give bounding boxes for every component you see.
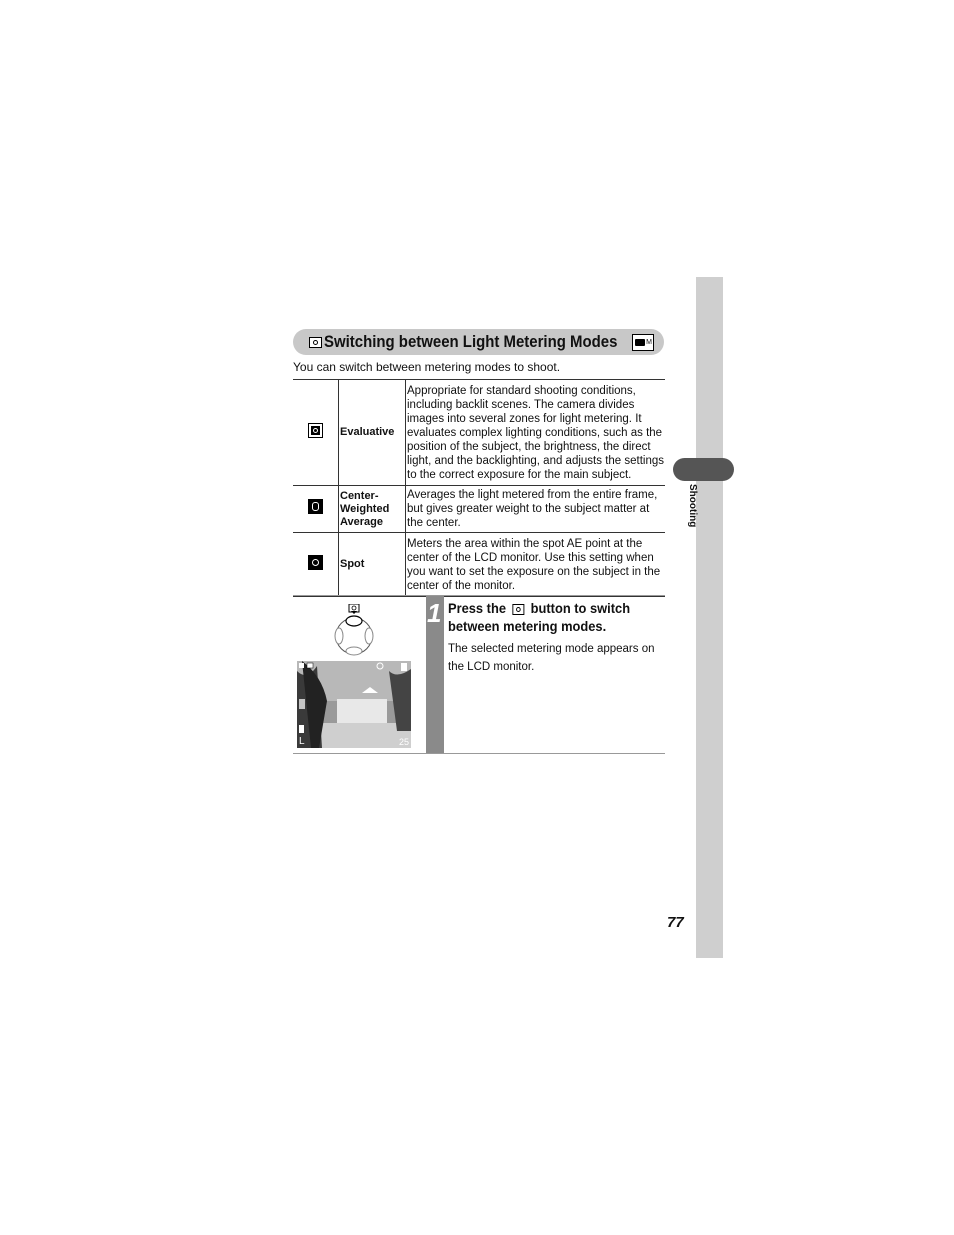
mode-name: Evaluative xyxy=(339,380,406,486)
center-weighted-metering-icon xyxy=(308,499,323,514)
page-number: 77 xyxy=(667,914,684,931)
spot-metering-icon xyxy=(308,555,323,570)
evaluative-metering-icon xyxy=(308,423,323,438)
section-title-bar xyxy=(293,329,664,355)
table-row xyxy=(293,380,665,486)
step-1 xyxy=(293,595,665,754)
section-intro: You can switch between metering modes to shoot. xyxy=(293,360,561,374)
chapter-tab xyxy=(673,458,734,481)
control-dial-illustration xyxy=(332,604,376,656)
step-heading: Press the button to switch between metering modes. xyxy=(448,600,631,634)
metering-button-icon xyxy=(512,604,524,615)
side-strip xyxy=(696,277,723,958)
chapter-label: Shooting xyxy=(687,484,698,528)
shots-remaining-readout: 25 xyxy=(398,737,409,747)
mode-description: Appropriate for standard shooting conditions, including backlit scenes. The camera divides images into several zones for light metering. It evaluates complex lighting conditions, such as the position of the subject, the brightness, the direct light, and the backlighting, and adjusts the settings to the correct exposure for the main subject. xyxy=(406,380,666,486)
step-number: 1 xyxy=(427,598,442,628)
section-title: Switching between Light Metering Modes xyxy=(324,332,618,351)
metering-modes-table xyxy=(293,379,665,597)
metering-icon xyxy=(309,337,322,348)
camera-mode-icon xyxy=(632,334,654,351)
mode-name: Center- Weighted Average xyxy=(339,486,406,533)
mode-description: Meters the area within the spot AE point at the center of the LCD monitor. Use this setting when you want to set the exposure on the subject in the center of the monitor. xyxy=(406,533,666,597)
step-body: The selected metering mode appears on the LCD monitor. xyxy=(448,643,655,673)
beach-scene-image xyxy=(297,661,411,748)
lcd-monitor-preview xyxy=(297,661,411,748)
mode-name: Spot xyxy=(339,533,406,597)
resolution-readout: L xyxy=(299,736,305,747)
table-row xyxy=(293,533,665,597)
table-row xyxy=(293,486,665,533)
mode-description: Averages the light metered from the entire frame, but gives greater weight to the subject matter at the center. xyxy=(406,486,666,533)
